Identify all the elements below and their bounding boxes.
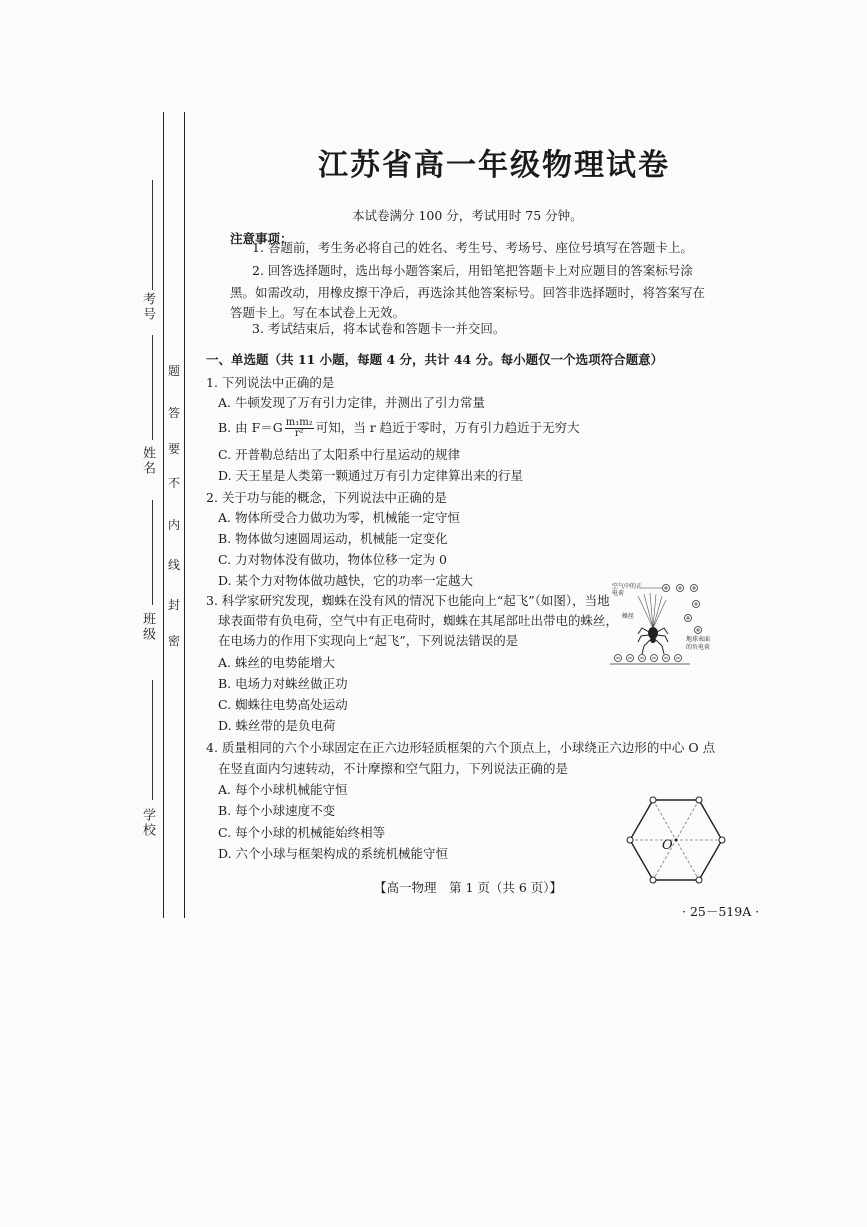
exam-subtitle: 本试卷满分 100 分，考试用时 75 分钟。 xyxy=(352,208,583,223)
exam-title: 江苏省高一年级物理试卷 xyxy=(318,148,670,183)
q3-option-b: B. 电场力对蛛丝做正功 xyxy=(218,676,348,691)
notice-line: 答题卡上。写在本试卷上无效。 xyxy=(230,305,406,320)
q3-stem-line: 球表面带有负电荷，空气中有正电荷时，蜘蛛在其尾部吐出带电的蛛丝， xyxy=(218,613,619,628)
paper-code: · 25－519A · xyxy=(682,904,760,919)
q2-option-a: A. 物体所受合力做功为零，机械能一定守恒 xyxy=(218,510,460,525)
seal-char: 答 xyxy=(168,406,181,420)
fraction-numerator: m₁m₂ xyxy=(285,417,313,428)
center-point xyxy=(675,839,678,842)
q1-option-d: D. 天王星是人类第一颗通过万有引力定律算出来的行星 xyxy=(218,468,524,483)
notice-heading: 注意事项： xyxy=(230,231,293,246)
q1-stem: 1. 下列说法中正确的是 xyxy=(206,375,335,390)
q4-option-b: B. 每个小球速度不变 xyxy=(218,803,336,818)
gravity-fraction xyxy=(285,418,314,439)
q2-stem: 2. 关于功与能的概念，下列说法中正确的是 xyxy=(206,490,447,505)
ground-surface xyxy=(610,655,690,665)
name-label: 姓名 xyxy=(140,446,155,476)
q3-option-c: C. 蜘蛛往电势高处运动 xyxy=(218,697,348,712)
q3-stem-line: 3. 科学家研究发现，蜘蛛在没有风的情况下也能向上“起飞”（如图），当地 xyxy=(206,593,610,608)
q4-stem-line: 在竖直面内匀速转动，不计摩擦和空气阻力，下列说法正确的是 xyxy=(218,761,569,776)
notice-line: 黑。如需改动，用橡皮擦干净后，再选涂其他答案标号。回答非选择题时，将答案写在 xyxy=(230,285,706,300)
q2-option-d: D. 某个力对物体做功越快，它的功率一定越大 xyxy=(218,573,474,588)
school-line xyxy=(152,680,153,800)
school-label: 学校 xyxy=(140,808,155,838)
seal-char: 内 xyxy=(168,518,181,532)
hexagon-center-label: O xyxy=(662,838,673,853)
spider-silk-lines xyxy=(638,593,666,628)
seal-char: 密 xyxy=(168,634,181,648)
q1-option-b xyxy=(218,418,580,439)
q4-option-c: C. 每个小球的机械能始终相等 xyxy=(218,825,386,840)
class-line xyxy=(152,500,153,605)
exam-no-label: 考号 xyxy=(140,292,155,322)
q4-option-d: D. 六个小球与框架构成的系统机械能守恒 xyxy=(218,846,449,861)
positive-charge-markers xyxy=(663,585,702,634)
seal-char: 要 xyxy=(168,442,181,456)
q3-option-a: A. 蛛丝的电势能增大 xyxy=(218,655,335,670)
q1-option-a: A. 牛顿发现了万有引力定律，并测出了引力常量 xyxy=(218,395,485,410)
name-line xyxy=(152,335,153,440)
seal-char: 不 xyxy=(168,476,181,490)
seal-char: 题 xyxy=(168,364,181,378)
fig-ground-label: 地球表面 xyxy=(686,636,711,643)
exam-no-line xyxy=(152,180,153,290)
fig-silk-label: 蛛丝 xyxy=(622,613,635,620)
fig-ground-label: 的负电荷 xyxy=(686,644,711,651)
q1-b-suffix: 可知，当 r 趋近于零时，万有引力趋近于无穷大 xyxy=(315,420,580,435)
q4-stem-line: 4. 质量相同的六个小球固定在正六边形轻质框架的六个顶点上，小球绕正六边形的中心 O 点 xyxy=(206,740,716,755)
section-heading: 一、单选题（共 11 小题，每题 4 分，共计 44 分。每小题仅一个选项符合题意） xyxy=(206,352,664,367)
q1-option-c: C. 开普勒总结出了太阳系中行星运动的规律 xyxy=(218,447,461,462)
page-footer: 【高一物理 第 1 页（共 6 页）】 xyxy=(374,880,563,895)
q3-option-d: D. 蛛丝带的是负电荷 xyxy=(218,718,336,733)
fraction-denominator: r² xyxy=(294,428,304,439)
q1-b-prefix: B. 由 F＝G xyxy=(218,420,283,435)
seal-char: 线 xyxy=(168,558,181,572)
spider-icon xyxy=(638,627,668,654)
margin-line-right xyxy=(184,112,185,918)
notice-line: 3. 考试结束后，将本试卷和答题卡一并交回。 xyxy=(252,321,506,336)
q4-option-a: A. 每个小球机械能守恒 xyxy=(218,782,348,797)
margin-line-left xyxy=(163,112,164,918)
hexagon-figure xyxy=(626,794,726,886)
plus-signs xyxy=(664,586,700,632)
notice-line: 1. 答题前，考生务必将自己的姓名、考生号、考场号、座位号填写在答题卡上。 xyxy=(252,240,693,255)
class-label: 班级 xyxy=(140,612,155,642)
q3-stem-line: 在电场力的作用下实现向上“起飞”，下列说法错误的是 xyxy=(218,633,519,648)
fig-air-label: 空气中的正电荷 xyxy=(612,583,643,597)
q2-option-b: B. 物体做匀速圆周运动，机械能一定变化 xyxy=(218,531,448,546)
notice-line: 2. 回答选择题时，选出每小题答案后，用铅笔把答题卡上对应题目的答案标号涂 xyxy=(252,263,693,278)
seal-char: 封 xyxy=(168,598,181,612)
q2-option-c: C. 力对物体没有做功，物体位移一定为 0 xyxy=(218,552,447,567)
